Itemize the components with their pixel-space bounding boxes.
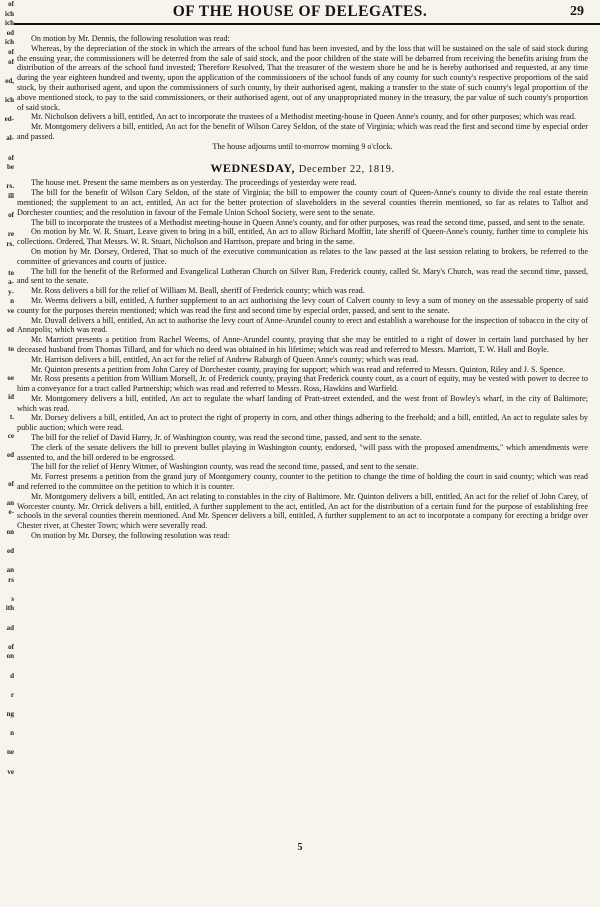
gutter-fragment (0, 106, 14, 116)
gutter-fragment (0, 144, 14, 154)
gutter-fragment: ad (6, 623, 14, 632)
proceedings-paragraph: On motion by Mr. W. R. Stuart, Leave given to bring in a bill, entitled, An act to allow Richard Moffitt, late sheriff of Queen-Anne's county, further time to complete his collections. Ordered, That Messrs. W. R. Stuart, Nicholson and Harrison, prepare and bring in the same. (17, 227, 588, 247)
proceedings-paragraph: On motion by Mr. Dorsey, Ordered, That so much of the executive communication as relates to the law passed at the last session relating to brokers, be referred to the committee of grievances and courts of justice. (17, 246, 588, 266)
gutter-fragment (0, 470, 14, 480)
gutter-fragment: ed (7, 546, 14, 555)
adjournment-line: The house adjourns until to-morrow morning 9 o'clock. (212, 141, 393, 151)
gutter-fragment (0, 384, 14, 394)
gutter-fragment: of (8, 153, 14, 162)
running-head-title: OF THE HOUSE OF DELEGATES. (172, 3, 428, 20)
gutter-fragment (0, 720, 14, 730)
gutter-fragment: rs. (6, 182, 14, 191)
gutter-fragment: ng (6, 709, 14, 718)
proceedings-paragraph: The clerk of the senate delivers the bill to prevent bullet playing in Washington county, endorsed, "will pass with the proposed amendments," which amendments were assented to, and the bill ordered to be engrossed. (17, 442, 588, 462)
gutter-fragment: ich (5, 19, 14, 28)
gutter-fragment (0, 556, 14, 566)
adjacent-page-edge (0, 0, 14, 907)
gutter-fragment: ve (7, 307, 14, 315)
gutter-fragment (0, 403, 14, 413)
date-rest: December 22, 1819. (298, 163, 395, 175)
proceedings-paragraph: Mr. Quinton presents a petition from John Carey of Dorchester county, praying for support; which was read and referred to Messrs. Quinton, Riley and J. S. Spence. (31, 364, 566, 374)
gutter-fragment: n (10, 729, 14, 738)
proceedings-paragraph: Mr. Dorsey delivers a bill, entitled, An act to protect the right of property in corn, and other things adhering to the freehold; and a bill, entitled, An act to regulate sales by public auction; which were read. (17, 413, 588, 433)
gutter-fragment: ed, (5, 76, 14, 85)
proceedings-paragraph: The house met. Present the same members as on yesterday. The proceedings of yesterday were read. (31, 178, 357, 188)
gutter-fragment: an (6, 498, 14, 507)
gutter-fragment: rs (8, 575, 14, 584)
proceedings-paragraph: Mr. Ross delivers a bill for the relief of William M. Beall, sheriff of Frederick county; which was read. (31, 286, 365, 296)
gutter-fragment: ed- (4, 115, 14, 124)
gutter-fragment: of (8, 642, 14, 651)
gutter-fragment: of (8, 0, 14, 8)
gutter-fragment (0, 739, 14, 749)
gutter-fragment: n (10, 297, 14, 306)
gutter-fragment (0, 441, 14, 451)
gutter-fragment: to (8, 345, 14, 354)
gutter-fragment (0, 633, 14, 643)
gutter-fragment (0, 758, 14, 768)
gutter-fragment (0, 777, 14, 787)
gutter-fragment (0, 700, 14, 710)
gutter-fragment (0, 221, 14, 231)
proceedings-paragraph: The bill for the relief of Henry Witmer, of Washington county, was read the second time, passed, and sent to the senate. (31, 462, 419, 472)
gutter-fragment: of (8, 57, 14, 66)
gutter-fragment (0, 125, 14, 135)
proceedings-paragraph: Mr. Weems delivers a bill, entitled, A further supplement to an act authorising the levy court of Calvert county to levy a sum of money on the assessable property of said county for the purposes therein mentioned; which was read the first and second time by especial order, passed, and sent to the senate. (17, 295, 588, 315)
gutter-fragment: of (8, 211, 14, 220)
gutter-fragment: ill (8, 191, 14, 200)
proceedings-paragraph: Mr. Montgomery delivers a bill, entitled, An act to regulate the wharf landing of Pratt-street extended, and the west front of Bowley's wharf, in the city of Baltimore; which was read. (17, 393, 588, 413)
gutter-fragment (0, 336, 14, 346)
proceedings-paragraph: Mr. Ross presents a petition from William Morsell, Jr. of Frederick county, praying that Frederick county court, as a court of equity, may be vested with power to decree to him a conveyance for a tract called Partnership; which was read and referred to Messrs. Ross, Hawkins and Warfield. (17, 374, 588, 394)
gutter-fragment: y- (8, 287, 14, 296)
gutter-fragment: a- (8, 278, 14, 287)
gutter-fragment (0, 365, 14, 375)
gutter-fragment (0, 537, 14, 547)
gutter-fragment: oe (7, 374, 14, 383)
gutter-fragment (0, 173, 14, 183)
proceedings-paragraph: Mr. Marriott presents a petition from Rachel Weems, of Anne-Arundel county, praying that she may be entitled to a right of dower in certain land purchased by her deceased husband from Thomas Tillard, and for which no deed was obtained in his lifetime; which was read and referred to Messrs. Marriott, T. W. Hall and Boyle. (17, 335, 588, 354)
signature-mark: 5 (297, 842, 303, 853)
gutter-fragment: ed (7, 326, 14, 335)
proceedings-paragraph: The bill to incorporate the trustees of a Methodist meeting-house in Queen Anne's county, and for other purposes, was read the second time, passed, and sent to the senate. (31, 217, 585, 227)
bill-paragraph: Mr. Montgomery delivers a bill, entitled, An act for the benefit of Wilson Carey Seldon, of the state of Virginia; which was read the first and second time by especial order and passed. (17, 122, 588, 141)
gutter-fragment: od (6, 28, 14, 37)
gutter-fragment: ith (5, 604, 14, 613)
gutter-fragment (0, 422, 14, 432)
resolution-paragraph: Whereas, by the depreciation of the stock in which the arrears of the school fund has been invested, and by the loss that will be sustained on the sale of said stock during the ensuing year, the commissioners will be deterred from the sale of said stock, and the poor children of the state will be debarred from receiving the benefits arising from the distribution of the arrears of the school fund invested; Therefore Resolved, That the treasurer of the western shore be and he is hereby authorised and requested, at any time during the year eighteen hundred and twenty, upon the application of the commissioners of the school funds of any county for such county's respective proportions of the said stock, by their authorised agent, and upon the commissioners of such county, by their authorised agent, making a transfer to the state of such county's legal proportion of the above mentioned stock, to pay to the said commissioners, or their authorised agent, out of any unappropriated money in the treasury, the par value of such county's proportion of said stock. (17, 43, 588, 112)
gutter-fragment (0, 681, 14, 691)
gutter-fragment: s (11, 594, 14, 603)
date-day: WEDNESDAY, (210, 160, 296, 175)
gutter-fragment: d (10, 671, 14, 680)
gutter-fragment: e- (8, 508, 14, 517)
gutter-fragment: id (8, 393, 14, 402)
gutter-fragment (0, 489, 14, 499)
gutter-fragment: ich (5, 38, 14, 47)
gutter-fragment (0, 201, 14, 211)
gutter-fragment: ed (7, 450, 14, 459)
motion-paragraph: On motion by Mr. Dennis, the following resolution was read: (31, 34, 230, 43)
gutter-fragment (0, 249, 14, 259)
proceedings-paragraph: The bill for the relief of David Harry, Jr. of Washington county, was read the second time, passed, and sent to the senate. (31, 433, 422, 443)
gutter-fragment: an (6, 566, 14, 575)
gutter-fragment: ich (5, 9, 14, 18)
gutter-fragment: r (10, 690, 14, 699)
page-number: 29 (570, 4, 584, 19)
gutter-fragment: rs. (6, 239, 14, 248)
gutter-fragment: be (7, 163, 14, 172)
gutter-fragment: al- (6, 134, 14, 143)
header-rule (14, 23, 600, 25)
gutter-fragment: re (7, 230, 14, 239)
gutter-fragment: of (8, 47, 14, 56)
proceedings-paragraph: The bill for the benefit of the Reformed and Evangelical Lutheran Church on Silver Run, Frederick county, called St. Mary's Church, was read the second time, passed, and sent to the senate. (17, 266, 588, 286)
gutter-fragment (0, 259, 14, 269)
proceedings-paragraph: Mr. Forrest presents a petition from the grand jury of Montgomery county, counter to the petition to change the time of holding the court in said county; which was read and referred to the committee on the petition to which it is counter. (17, 472, 588, 492)
gutter-fragment: on (6, 652, 14, 661)
proceedings-paragraph: Mr. Duvall delivers a bill, entitled, An act to authorise the levy court of Anne-Arundel county to erect and establish a warehouse for the inspection of tobacco in the city of Annapolis; which was read. (17, 315, 588, 335)
gutter-fragment (0, 86, 14, 96)
proceedings-paragraph: On motion by Mr. Dorsey, the following resolution was read: (31, 531, 230, 541)
gutter-fragment: t. (9, 412, 14, 421)
gutter-fragment (0, 67, 14, 77)
gutter-fragment (0, 662, 14, 672)
proceedings-paragraph: Mr. Harrison delivers a bill, entitled, An act for the relief of Andrew Raburgh of Queen Anne's county; which was read. (31, 354, 419, 364)
gutter-fragment: ich (5, 95, 14, 104)
date-heading (17, 160, 588, 175)
gutter-fragment (0, 585, 14, 595)
gutter-fragment: ne (7, 748, 14, 757)
gutter-fragment (0, 614, 14, 624)
gutter-fragment: to (8, 268, 14, 277)
proceedings-paragraph: The bill for the benefit of Wilson Cary Seldon, of the state of Virginia; the bill to empower the county court of Queen-Anne's county to divide the real estate therein mentioned; the supplement to an act, entitled, An act for the better protection of slaveholders in the several counties therein mentioned, so far as relates to Talbot and Dorchester counties; and the resolution in favour of the Female Union School Society, were sent to the senate. (17, 188, 588, 217)
gutter-fragment: of (8, 479, 14, 488)
gutter-fragment: ve (7, 767, 14, 776)
gutter-fragment (0, 518, 14, 528)
gutter-fragment (0, 461, 14, 471)
gutter-fragment: ce (7, 431, 14, 440)
proceedings-paragraph: Mr. Montgomery delivers a bill, entitled, An act relating to constables in the city of Baltimore. Mr. Quinton delivers a bill, entitled, An act for the relief of John Carey, of Worcester county. Mr. Orrick delivers a bill, entitled, A further supplement to the act, entitled, An act for the distribution of a certain fund for the purpose of establishing free schools in the several counties therein mentioned. And Mr. Spencer delivers a bill, entitled, A further supplement to an act to incorporate a company for erecting a bridge over Chester river, at Chester Town; which were severally read. (17, 491, 588, 531)
gutter-fragment (0, 355, 14, 365)
journal-body (17, 34, 588, 541)
bill-paragraph: Mr. Nicholson delivers a bill, entitled, An act to incorporate the trustees of a Methodist meeting-house in Queen Anne's county, and for other purposes; which was read. (31, 112, 576, 122)
gutter-fragment: on (6, 527, 14, 536)
gutter-fragment (0, 317, 14, 327)
